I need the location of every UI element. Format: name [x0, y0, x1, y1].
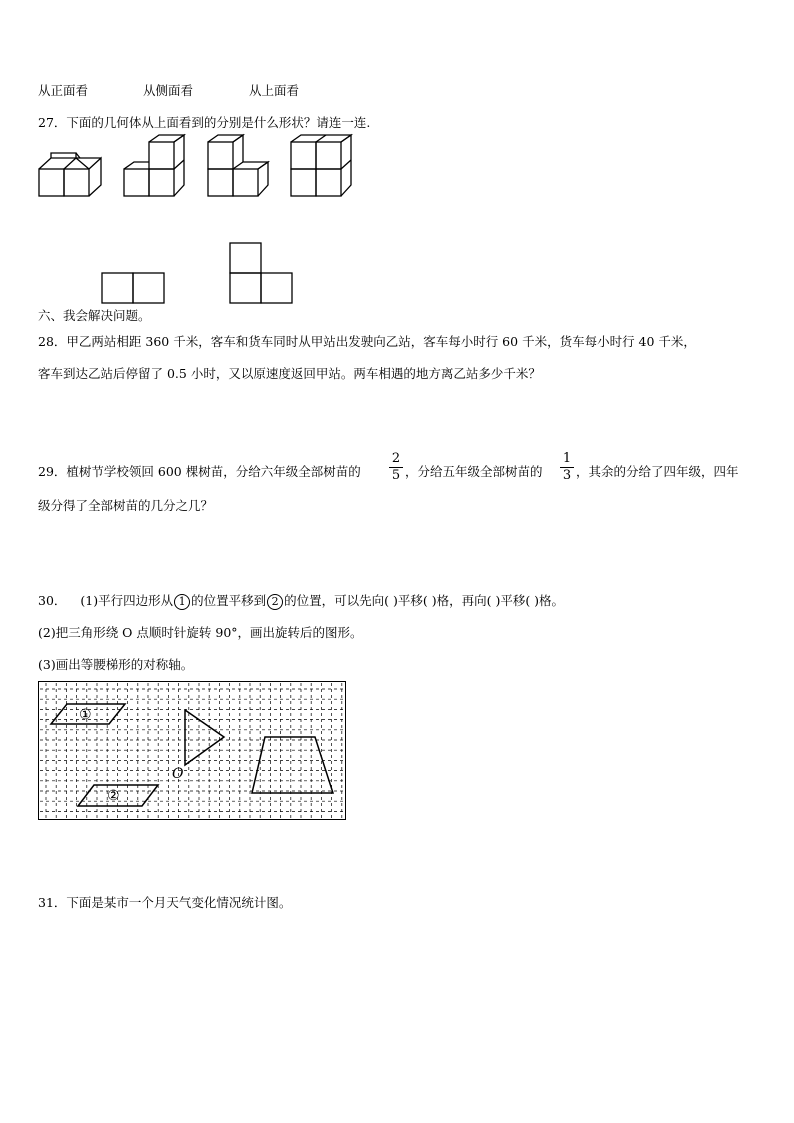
question-31: 31．下面是某市一个月天气变化情况统计图。	[38, 895, 292, 910]
circled-number-1: 1	[174, 594, 190, 610]
question-30-part-1	[38, 593, 564, 610]
section-6-heading: 六、我会解决问题。	[38, 308, 151, 323]
solid-3	[208, 135, 268, 196]
question-29-part-2: ，分给五年级全部树苗的	[405, 464, 543, 479]
fraction-2-numerator: 1	[562, 451, 572, 466]
top-view-two-squares	[102, 273, 164, 303]
q30-p1-c: 的位置，可以先向( )平移( )格，再向( )平移( )格。	[284, 593, 565, 608]
question-28-line-2: 客车到达乙站后停留了 0.5 小时，又以原速度返回甲站。两车相遇的地方离乙站多少千米？	[38, 366, 541, 381]
transformation-grid	[38, 681, 348, 821]
question-28-line-1: 28．甲乙两站相距 360 千米，客车和货车同时从甲站出发驶向乙站，客车每小时行 60 千米，货车每小时行 40 千米，	[38, 334, 696, 349]
solid-4	[291, 135, 351, 196]
fraction-1-numerator: 2	[391, 451, 401, 466]
fraction-two-fifths	[389, 452, 403, 483]
question-30-part-2: (2)把三角形绕 O 点顺时针旋转 90°，画出旋转后的图形。	[38, 625, 363, 640]
solid-2	[124, 135, 184, 196]
question-30-part-3: (3)画出等腰梯形的对称轴。	[38, 657, 194, 672]
view-label-side: 从侧面看	[143, 83, 194, 98]
fraction-one-third	[560, 452, 574, 483]
view-label-top: 从上面看	[249, 83, 300, 98]
solid-1	[39, 153, 101, 196]
fraction-1-denominator: 5	[391, 468, 401, 483]
top-view-l-shape	[230, 243, 292, 303]
triangle	[185, 710, 224, 765]
grid-label-2: ②	[107, 788, 120, 804]
cube-solids-figure	[36, 135, 356, 205]
top-view-shapes	[100, 242, 300, 306]
circled-number-2: 2	[267, 594, 283, 610]
q30-p1-b: 的位置平移到	[191, 593, 267, 608]
isosceles-trapezoid	[252, 737, 333, 793]
question-29-part-1: 29．植树节学校领回 600 棵树苗，分给六年级全部树苗的	[38, 464, 361, 479]
view-label-front: 从正面看	[38, 83, 89, 98]
question-30-number: 30．	[38, 593, 67, 608]
grid-label-1: ①	[79, 707, 92, 723]
question-27: 27．下面的几何体从上面看到的分别是什么形状？请连一连.	[38, 115, 371, 130]
question-29-line-2: 级分得了全部树苗的几分之几？	[38, 498, 214, 513]
grid-label-o: O	[172, 766, 184, 782]
fraction-2-denominator: 3	[562, 468, 572, 483]
question-29-part-3: ，其余的分给了四年级，四年	[576, 464, 739, 479]
q30-p1-a: (1)平行四边形从	[80, 593, 174, 608]
